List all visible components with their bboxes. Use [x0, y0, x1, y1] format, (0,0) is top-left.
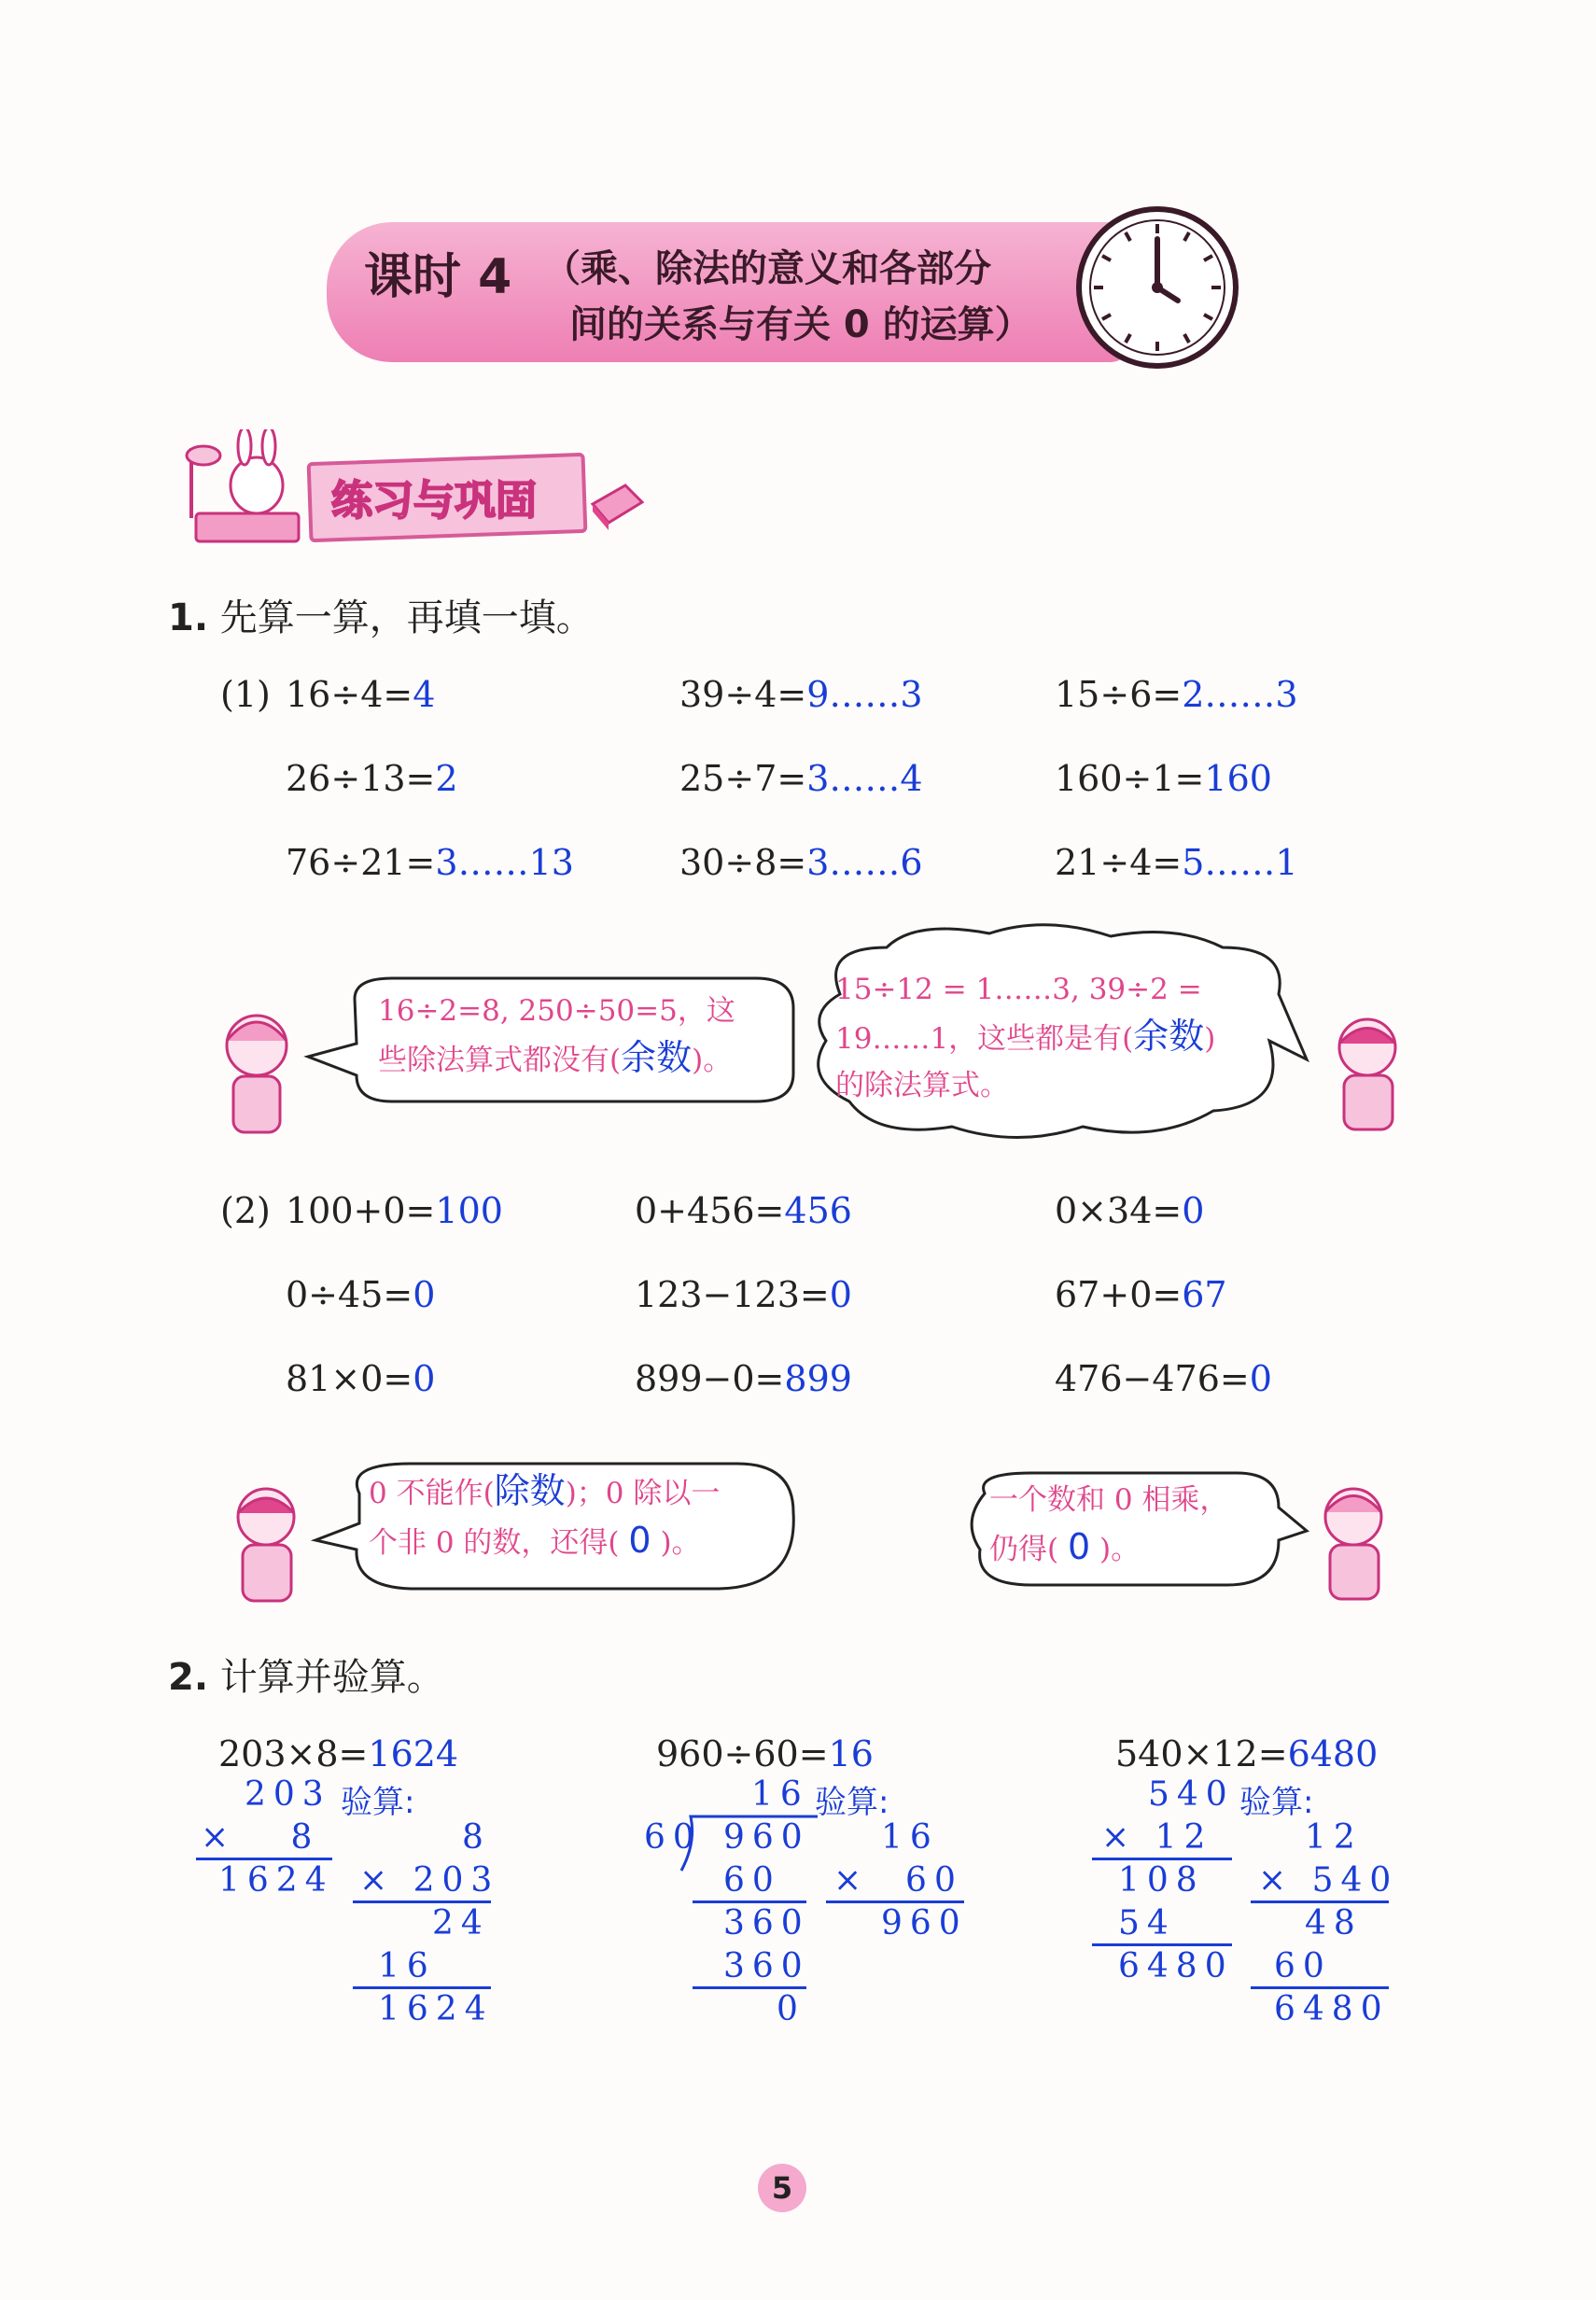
equation: 100+0=100: [286, 1190, 503, 1231]
equation: 0×34=0: [1055, 1190, 1205, 1231]
problem-equation: 203×8=1624: [218, 1733, 459, 1774]
problem-equation: 540×12=6480: [1115, 1733, 1379, 1774]
check-top: 16: [881, 1818, 939, 1857]
work-partial-2: 54: [1118, 1904, 1176, 1942]
section-badge: [177, 429, 644, 551]
bubble-left-2-text: 0 不能作(除数)；0 除以一 个非 0 的数，还得( 0 )。: [369, 1470, 721, 1561]
equation: 25÷7=3……4: [679, 758, 923, 799]
work-step-2: 360: [723, 1904, 810, 1942]
work-dividend: 960: [723, 1818, 810, 1857]
work-step-1: 60: [723, 1861, 781, 1900]
check-multiplier: × 203: [359, 1861, 500, 1900]
equation: 39÷4=9……3: [679, 674, 923, 715]
question-1-heading: [168, 588, 594, 641]
work-product: 1624: [218, 1861, 334, 1900]
equation: 21÷4=5……1: [1055, 842, 1298, 883]
rule: [353, 1986, 491, 1989]
rule: [1251, 1900, 1389, 1903]
check-label: 验算:: [815, 1784, 889, 1821]
work-partial-1: 108: [1118, 1861, 1205, 1900]
work-quotient: 16: [751, 1775, 809, 1814]
work-multiplier: × 12: [1101, 1818, 1213, 1857]
bubble-right-text: 15÷12 = 1……3, 39÷2 = 19……1，这些都是有(余数) 的除法算式。: [835, 973, 1216, 1102]
equation: 76÷21=3……13: [286, 842, 574, 883]
lesson-subtitle-line1: （乘、除法的意义和各部分: [543, 247, 991, 290]
equation: 67+0=67: [1055, 1274, 1227, 1315]
equation: 0÷45=0: [286, 1274, 436, 1315]
part-2-label: (2): [220, 1190, 271, 1231]
bubble-right-2-text: 一个数和 0 相乘， 仍得( 0 )。: [989, 1483, 1229, 1567]
check-product: 960: [881, 1904, 968, 1942]
work-product: 6480: [1118, 1947, 1234, 1985]
problem-equation: 960÷60=16: [656, 1733, 874, 1774]
work-multiplier: × 8: [201, 1818, 320, 1857]
work-multiplicand: 540: [1148, 1775, 1235, 1814]
check-label: 验算:: [341, 1784, 415, 1821]
rule: [196, 1858, 332, 1860]
equation: 123−123=0: [635, 1274, 852, 1315]
equation: 160÷1=160: [1055, 758, 1272, 799]
equation: 15÷6=2……3: [1055, 674, 1298, 715]
equation: 899−0=899: [635, 1358, 852, 1399]
equation: 0+456=456: [635, 1190, 852, 1231]
question-prompt: 计算并验算。: [219, 1656, 444, 1699]
check-top: 8: [462, 1818, 491, 1857]
check-partial-1: 24: [432, 1904, 490, 1942]
rule: [1251, 1986, 1389, 1989]
girl-character-icon: [210, 1003, 313, 1143]
check-multiplier: × 540: [1258, 1861, 1399, 1900]
girl-character-icon: [1302, 1475, 1405, 1606]
work-remainder: 0: [777, 1990, 805, 2028]
lesson-title-banner: [327, 203, 1213, 372]
clock-icon: [1073, 203, 1241, 372]
rule: [693, 1986, 806, 1989]
bubble-left-text: 16÷2=8, 250÷50=5，这 些除法算式都没有(余数)。: [378, 994, 735, 1078]
check-label: 验算:: [1239, 1784, 1314, 1821]
check-partial-2: 16: [378, 1947, 436, 1985]
section-title: 练习与巩固: [331, 477, 537, 525]
work-multiplicand: 203: [245, 1775, 331, 1814]
rule: [1092, 1858, 1232, 1860]
book-icon: [588, 476, 644, 532]
question-number: 1.: [168, 596, 209, 639]
check-multiplier: × 60: [833, 1861, 963, 1900]
check-product: 1624: [378, 1990, 494, 2028]
work-step-3: 360: [723, 1947, 810, 1985]
equation: 26÷13=2: [286, 758, 458, 799]
equation: 81×0=0: [286, 1358, 436, 1399]
rule: [1092, 1943, 1232, 1946]
rule: [693, 1900, 806, 1903]
lesson-subtitle-line2: 间的关系与有关 0 的运算）: [569, 303, 1032, 346]
work-divisor: 60: [644, 1818, 702, 1857]
check-partial-2: 60: [1274, 1947, 1332, 1985]
question-number: 2.: [168, 1656, 209, 1699]
page-number: 5: [758, 2164, 806, 2212]
check-partial-1: 48: [1305, 1904, 1363, 1942]
part-1-label: (1): [220, 674, 271, 715]
equation: 16÷4=4: [286, 674, 436, 715]
equation: 476−476=0: [1055, 1358, 1272, 1399]
question-2-heading: [168, 1648, 444, 1701]
question-prompt: 先算一算，再填一填。: [219, 596, 594, 639]
boy-character-icon: [1316, 1008, 1419, 1139]
rule: [826, 1900, 964, 1903]
check-top: 12: [1305, 1818, 1363, 1857]
boy-character-icon: [219, 1480, 322, 1610]
lesson-title: 课时 4: [364, 249, 512, 305]
rabbit-reading-icon: [177, 429, 308, 551]
check-product: 6480: [1274, 1990, 1390, 2028]
rule: [353, 1900, 491, 1903]
equation: 30÷8=3……6: [679, 842, 923, 883]
